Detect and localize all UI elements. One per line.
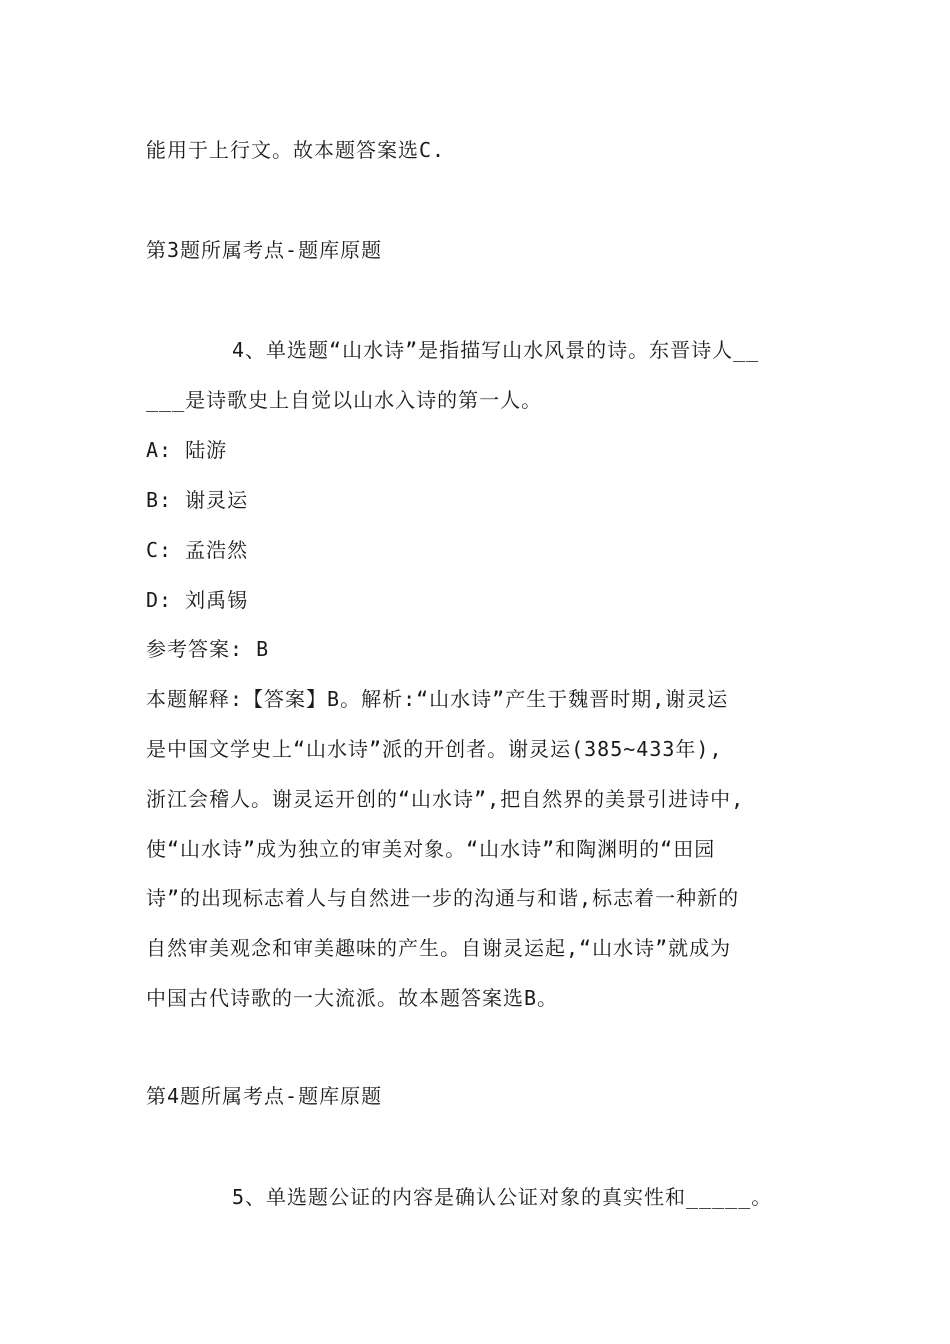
q4-explanation-line: 中国古代诗歌的一大流派。故本题答案选B。: [146, 986, 559, 1010]
q4-option-b: B: 谢灵运: [146, 488, 249, 512]
q5-question-line-1: 5、单选题公证的内容是确认公证对象的真实性和_____。: [232, 1185, 773, 1209]
q4-explanation-line: 自然审美观念和审美趣味的产生。自谢灵运起,“山水诗”就成为: [146, 936, 732, 960]
q4-explanation-line: 使“山水诗”成为独立的审美对象。“山水诗”和陶渊明的“田园: [146, 837, 716, 861]
q3-explanation-tail: 能用于上行文。故本题答案选C.: [146, 138, 446, 162]
q4-explanation-line: 是中国文学史上“山水诗”派的开创者。谢灵运(385~433年),: [146, 737, 723, 761]
q4-answer: 参考答案: B: [146, 637, 270, 661]
q4-explanation-line: 本题解释:【答案】B。解析:“山水诗”产生于魏晋时期,谢灵运: [146, 687, 729, 711]
q4-option-a: A: 陆游: [146, 438, 228, 462]
q4-explanation-line: 浙江会稽人。谢灵运开创的“山水诗”,把自然界的美景引进诗中,: [146, 787, 745, 811]
q3-knowledge-point: 第3题所属考点-题库原题: [146, 238, 383, 262]
q4-question-line-2: ___是诗歌史上自觉以山水入诗的第一人。: [146, 388, 543, 412]
q4-explanation-line: 诗”的出现标志着人与自然进一步的沟通与和谐,标志着一种新的: [146, 886, 740, 910]
q4-question-line-1: 4、单选题“山水诗”是指描写山水风景的诗。东晋诗人__: [232, 338, 760, 362]
q4-knowledge-point: 第4题所属考点-题库原题: [146, 1084, 383, 1108]
q4-option-c: C: 孟浩然: [146, 538, 249, 562]
q4-option-d: D: 刘禹锡: [146, 588, 249, 612]
